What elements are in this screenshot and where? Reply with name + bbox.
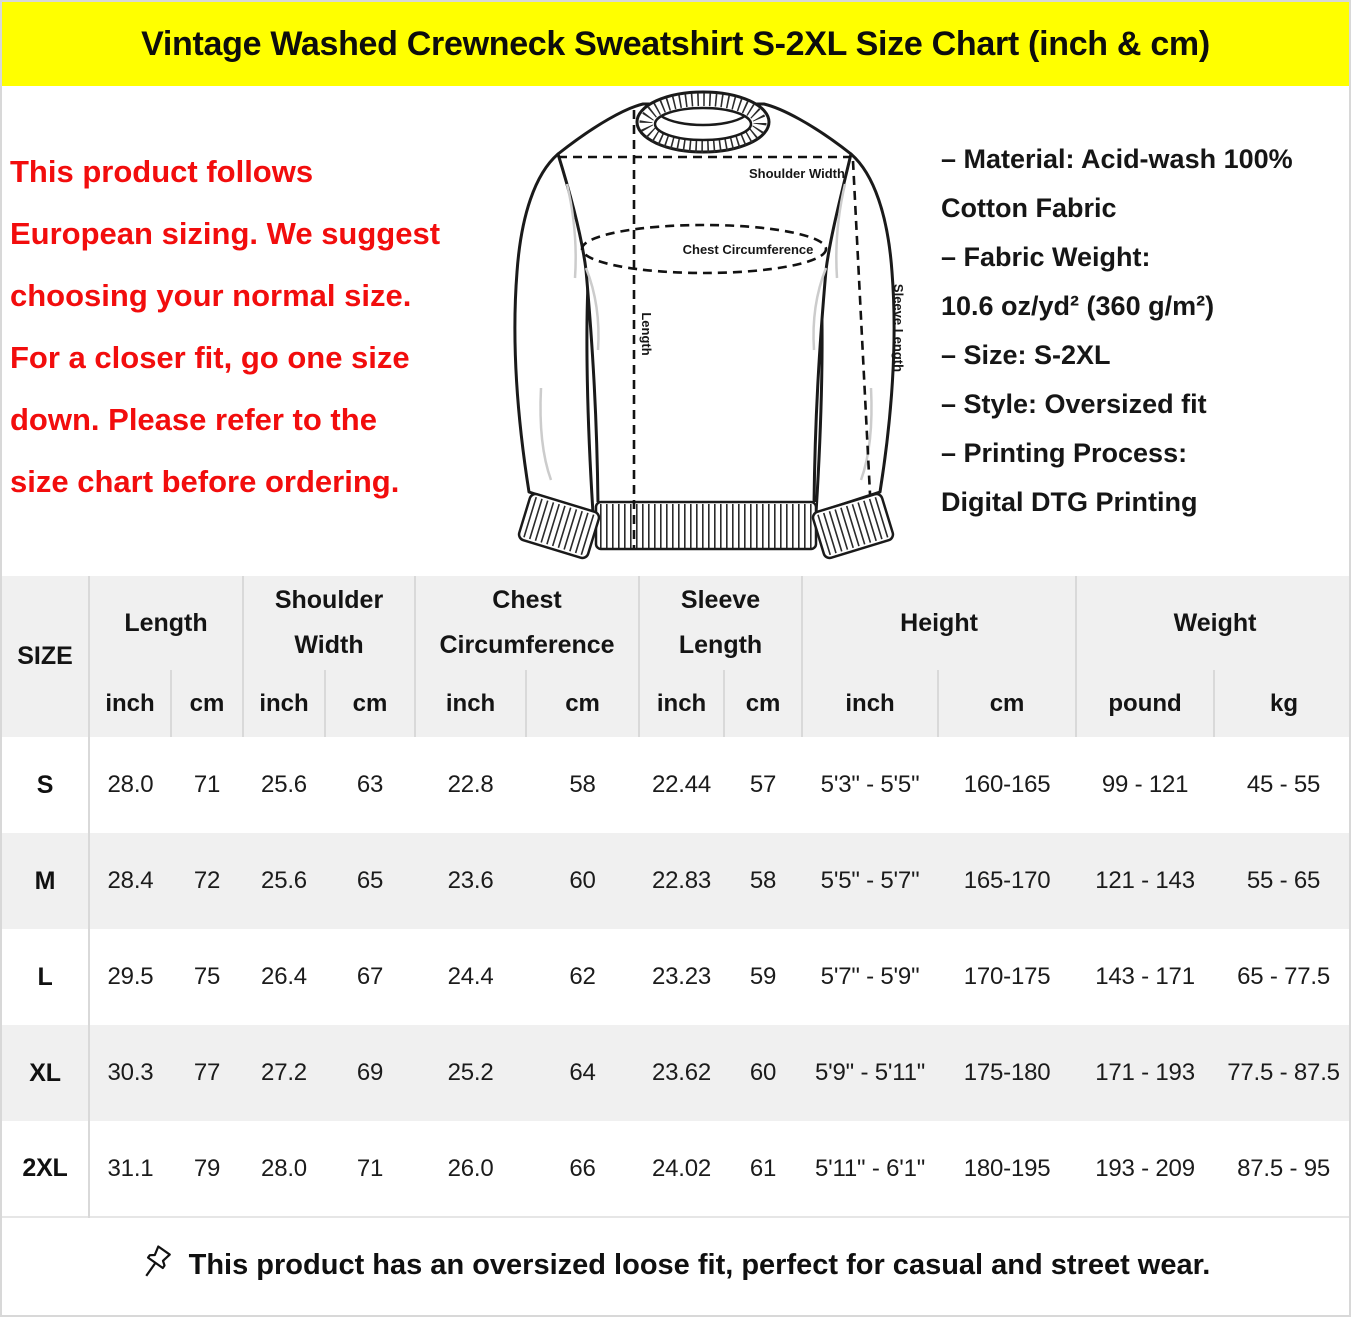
table-cell: 171 - 193 <box>1095 1059 1195 1086</box>
column-subheader: cm <box>724 670 802 737</box>
footer-text: This product has an oversized loose fit, perfect for casual and street wear. <box>188 1248 1211 1281</box>
table-cell: 77.5 - 87.5 <box>1227 1059 1340 1086</box>
table-cell: 58 <box>749 867 777 894</box>
table-cell: 77 <box>193 1059 221 1086</box>
column-subheader: cm <box>526 670 639 737</box>
table-cell: 60 <box>569 867 596 894</box>
table-cell: 23.23 <box>652 963 712 990</box>
column-group-header: Weight <box>1076 576 1351 670</box>
length-label: Length <box>639 312 654 356</box>
product-detail-line: 10.6 oz/yd² (360 g/m²) <box>941 291 1215 321</box>
table-cell: 66 <box>569 1154 596 1182</box>
table-cell: 160-165 <box>963 771 1051 798</box>
table-cell: 25.6 <box>261 867 307 894</box>
size-row-M <box>2 833 1351 929</box>
table-cell: 55 - 65 <box>1246 867 1321 894</box>
column-subheader: inch <box>89 670 171 737</box>
table-cell: 5'11" - 6'1" <box>815 1154 926 1182</box>
table-cell: 29.5 <box>107 963 154 990</box>
table-cell: 180-195 <box>963 1154 1051 1182</box>
table-cell: 67 <box>356 963 384 990</box>
column-subheader: kg <box>1214 670 1351 737</box>
table-cell: 75 <box>193 963 221 990</box>
table-cell: 31.1 <box>107 1154 154 1182</box>
size-row-2XL <box>2 1121 1351 1217</box>
size-table-header <box>2 576 1351 737</box>
table-cell: 22.8 <box>447 771 494 798</box>
hero-section <box>2 86 1349 576</box>
sizing-note-line: size chart before ordering. <box>10 464 400 499</box>
size-label: S <box>2 737 89 833</box>
table-cell: 23.62 <box>652 1059 712 1086</box>
table-cell: 26.0 <box>447 1154 494 1182</box>
table-cell: 79 <box>193 1154 221 1182</box>
product-detail-line: – Fabric Weight: <box>941 242 1151 272</box>
size-row-L <box>2 929 1351 1025</box>
size-table-body <box>2 737 1351 1217</box>
chest-circumference-label: Chest Circumference <box>682 242 814 257</box>
table-cell: 170-175 <box>963 963 1051 990</box>
size-label: L <box>2 929 89 1025</box>
column-group-header: Chest Circumference <box>415 576 639 670</box>
column-group-header: Shoulder Width <box>243 576 415 670</box>
sizing-note-line: For a closer fit, go one size <box>10 340 410 375</box>
torso <box>558 104 851 504</box>
table-cell: 24.02 <box>652 1154 712 1182</box>
table-cell: 22.44 <box>652 771 712 798</box>
table-cell: 45 - 55 <box>1246 771 1321 798</box>
title-banner <box>2 2 1349 86</box>
table-cell: 143 - 171 <box>1095 963 1195 990</box>
column-subheader: cm <box>325 670 415 737</box>
size-row-S <box>2 737 1351 833</box>
table-cell: 27.2 <box>261 1059 307 1086</box>
table-cell: 71 <box>356 1154 384 1182</box>
hem-band <box>596 502 816 550</box>
table-cell: 22.83 <box>652 867 712 894</box>
table-cell: 28.0 <box>261 1154 307 1182</box>
table-cell: 59 <box>749 963 777 990</box>
table-cell: 60 <box>749 1059 777 1086</box>
sizing-note-line: European sizing. We suggest <box>10 216 441 251</box>
table-cell: 28.4 <box>107 867 154 894</box>
table-cell: 193 - 209 <box>1095 1154 1195 1182</box>
table-cell: 61 <box>749 1154 777 1182</box>
column-subheader: cm <box>171 670 243 737</box>
table-cell: 165-170 <box>963 867 1051 894</box>
table-cell: 62 <box>569 963 596 990</box>
table-cell: 24.4 <box>447 963 494 990</box>
column-subheader: inch <box>802 670 938 737</box>
table-cell: 175-180 <box>963 1059 1051 1086</box>
table-cell: 57 <box>749 771 777 798</box>
sizing-note <box>10 141 440 513</box>
sizing-note-line: This product follows <box>10 154 314 189</box>
table-cell: 99 - 121 <box>1101 771 1189 798</box>
table-cell: 30.3 <box>107 1059 154 1086</box>
size-table <box>2 576 1351 1218</box>
sleeve-length-label: Sleeve Length <box>891 283 906 373</box>
table-cell: 87.5 - 95 <box>1237 1154 1331 1182</box>
page-title: Vintage Washed Crewneck Sweatshirt S-2XL Size Chart (inch & cm) <box>141 24 1210 63</box>
column-subheader: inch <box>243 670 325 737</box>
table-cell: 5'9" - 5'11" <box>815 1059 926 1086</box>
column-subheader: pound <box>1076 670 1214 737</box>
footer-note <box>2 1215 1349 1315</box>
size-label: 2XL <box>2 1121 89 1217</box>
column-subheader: inch <box>639 670 724 737</box>
column-group-header: Height <box>802 576 1076 670</box>
column-subheader: inch <box>415 670 526 737</box>
product-detail-line: – Style: Oversized fit <box>941 389 1207 419</box>
size-row-XL <box>2 1025 1351 1121</box>
sweatshirt-diagram <box>501 88 941 570</box>
table-cell: 28.0 <box>107 771 154 798</box>
product-detail-line: – Size: S-2XL <box>941 340 1111 370</box>
table-cell: 5'3" - 5'5" <box>820 771 920 798</box>
table-cell: 58 <box>569 771 596 798</box>
shoulder-width-label: Shoulder Width <box>749 166 845 181</box>
table-cell: 65 - 77.5 <box>1237 963 1331 990</box>
table-cell: 69 <box>356 1059 384 1086</box>
size-label: M <box>2 833 89 929</box>
size-label: XL <box>2 1025 89 1121</box>
sweatshirt-illustration <box>501 88 941 570</box>
collar <box>637 92 769 152</box>
table-cell: 25.6 <box>261 771 307 798</box>
column-header-size: SIZE <box>2 576 89 737</box>
table-cell: 23.6 <box>447 867 494 894</box>
table-cell: 63 <box>356 771 384 798</box>
sizing-note-line: choosing your normal size. <box>10 278 412 313</box>
pushpin-icon <box>141 1245 175 1285</box>
product-details <box>941 135 1293 527</box>
column-group-header: Sleeve Length <box>639 576 802 670</box>
table-cell: 64 <box>569 1059 596 1086</box>
table-cell: 5'5" - 5'7" <box>820 867 920 894</box>
product-detail-line: – Printing Process: <box>941 438 1188 468</box>
product-detail-line: Digital DTG Printing <box>941 487 1198 517</box>
table-cell: 65 <box>356 867 384 894</box>
column-group-header: Length <box>89 576 243 670</box>
table-cell: 26.4 <box>261 963 307 990</box>
column-subheader: cm <box>938 670 1076 737</box>
product-detail-line: – Material: Acid-wash 100% <box>941 144 1293 174</box>
table-cell: 71 <box>193 771 221 798</box>
product-detail-line: Cotton Fabric <box>941 193 1117 223</box>
table-cell: 121 - 143 <box>1095 867 1195 894</box>
table-cell: 72 <box>193 867 221 894</box>
sizing-note-line: down. Please refer to the <box>10 402 377 437</box>
table-cell: 5'7" - 5'9" <box>820 963 920 990</box>
table-cell: 25.2 <box>447 1059 494 1086</box>
